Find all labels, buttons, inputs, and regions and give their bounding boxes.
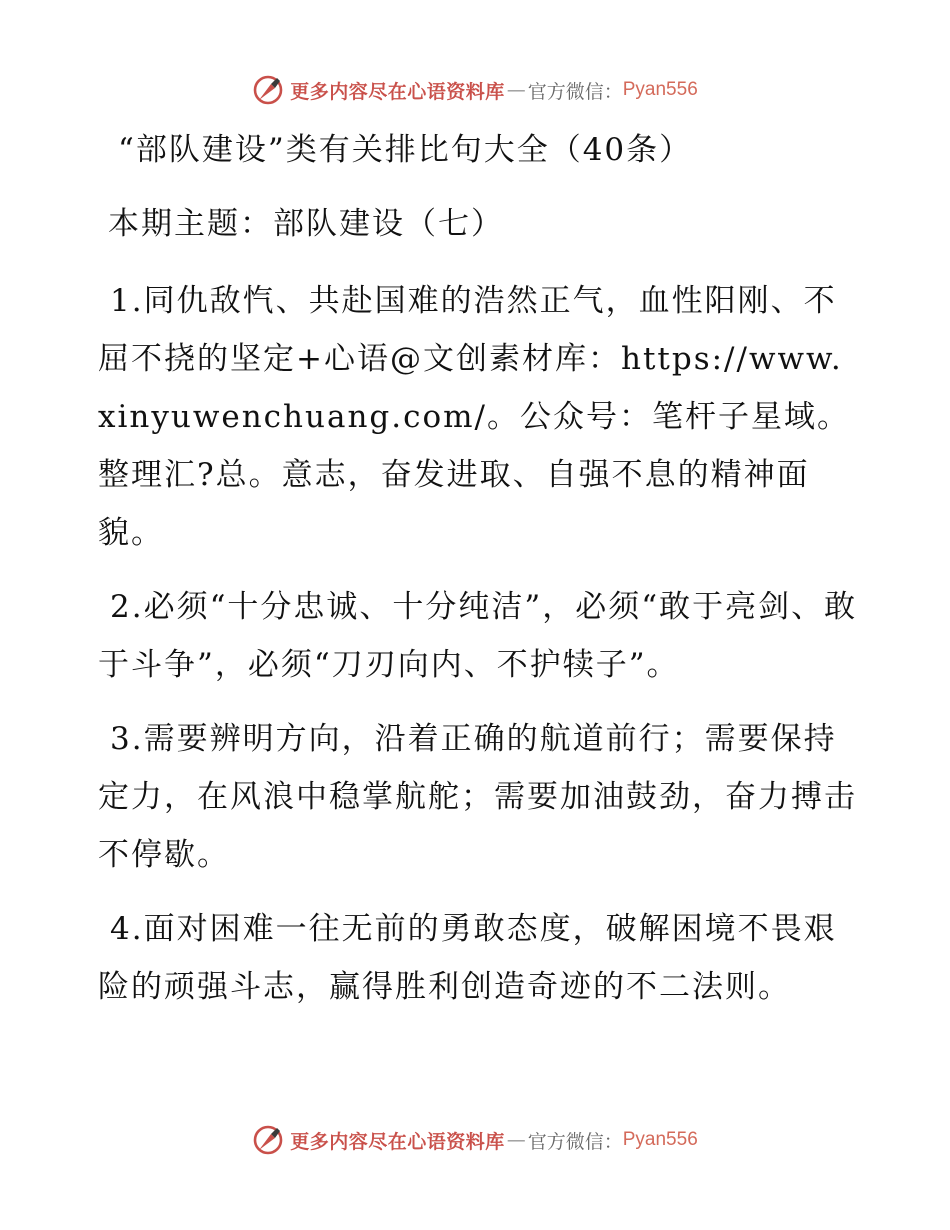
header-banner — [0, 70, 950, 110]
banner-separator: — — [506, 1129, 526, 1151]
banner-main-text: 更多内容尽在心语资料库 — [290, 80, 505, 103]
page-subtitle: 本期主题：部队建设（七） — [108, 206, 504, 242]
sentence-list — [98, 272, 858, 1032]
banner-label: 官方微信： — [527, 80, 623, 103]
list-item: 1.同仇敌忾、共赴国难的浩然正气，血性阳刚、不屈不挠的坚定+心语@文创素材库：https://www.xinyuwenchuang.com/。公众号：笔杆子星域。整理汇?总。意志，奋发进取、自强不息的精神面貌。 — [98, 283, 850, 551]
banner-label: 官方微信： — [527, 1130, 623, 1153]
page-title: “部队建设”类有关排比句大全（40条） — [118, 132, 693, 168]
footer-banner — [0, 1120, 950, 1160]
banner-separator: — — [506, 79, 526, 101]
list-item: 2.必须“十分忠诚、十分纯洁”，必须“敢于亮剑、敢于斗争”，必须“刀刃向内、不护犊子”。 — [98, 589, 858, 683]
list-item: 4.面对困难一往无前的勇敢态度，破解困境不畏艰险的顽强斗志，赢得胜利创造奇迹的不二法则。 — [98, 911, 837, 1005]
pen-nib-circle-icon — [252, 74, 284, 106]
list-item: 3.需要辨明方向，沿着正确的航道前行；需要保持定力，在风浪中稳掌航舵；需要加油鼓劲，奋力搏击不停歇。 — [98, 721, 857, 873]
banner-main-text: 更多内容尽在心语资料库 — [290, 1130, 505, 1153]
pen-nib-circle-icon — [252, 1124, 284, 1156]
banner-handle: Pyan556 — [622, 1129, 698, 1150]
banner-handle: Pyan556 — [622, 79, 698, 100]
